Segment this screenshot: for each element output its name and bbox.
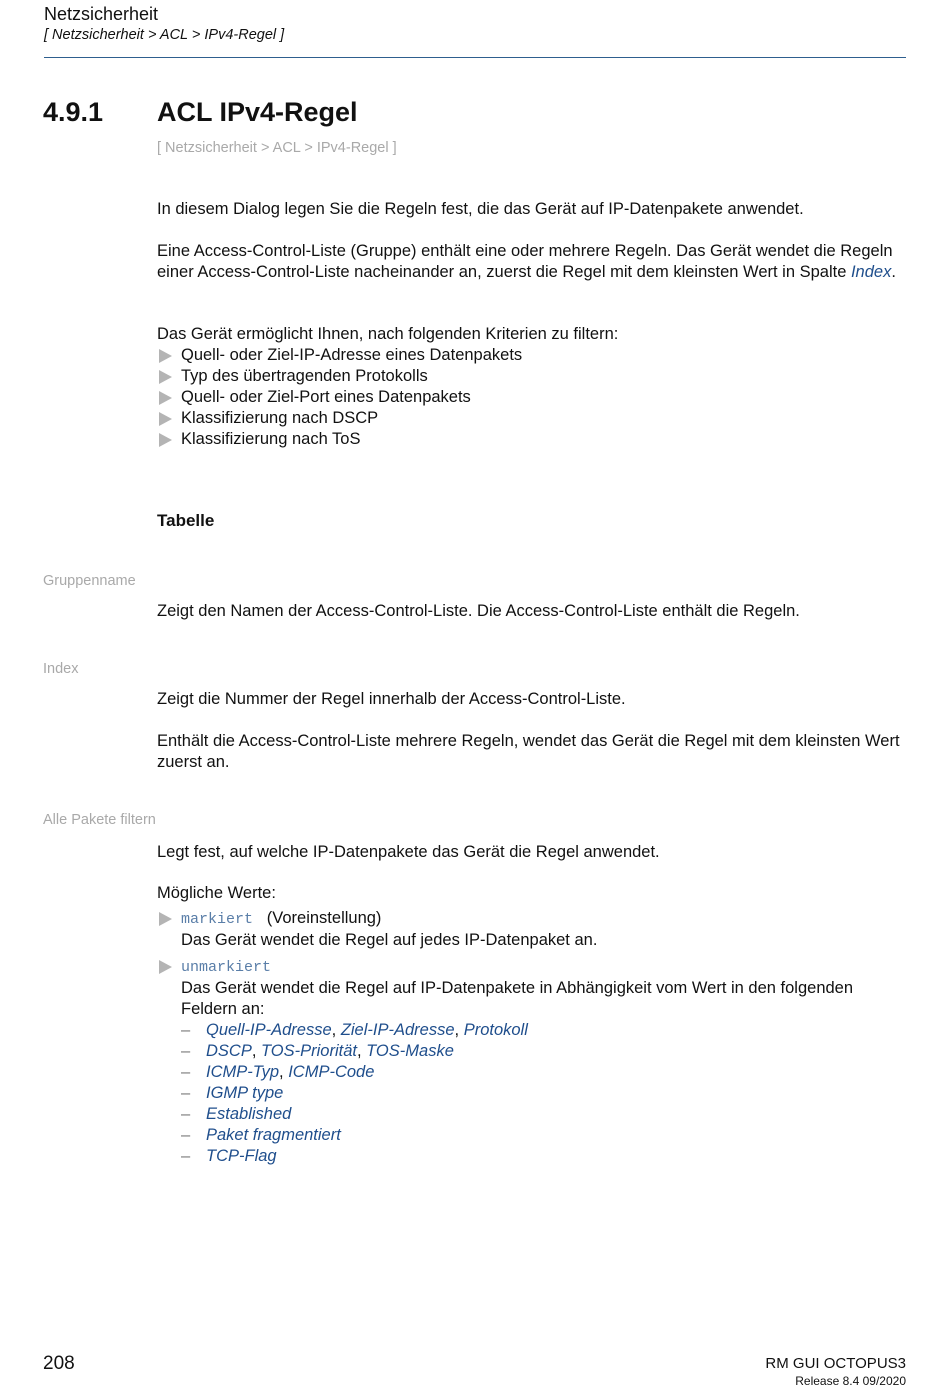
param-label-alle-pakete: Alle Pakete filtern	[43, 812, 156, 828]
criteria-item-label: Klassifizierung nach DSCP	[181, 409, 379, 427]
separator: ,	[331, 1021, 341, 1039]
page-number: 208	[43, 1353, 75, 1374]
option-desc-markiert: Das Gerät wendet die Regel auf jedes IP-Datenpaket an.	[181, 931, 598, 949]
option-markiert	[157, 908, 907, 951]
triangle-bullet-icon	[159, 412, 172, 426]
option-value-markiert: markiert	[181, 911, 254, 928]
field-link[interactable]: TOS-Maske	[366, 1042, 454, 1060]
list-item	[157, 1125, 907, 1146]
field-link[interactable]: Established	[206, 1105, 292, 1123]
criteria-item-label: Klassifizierung nach ToS	[181, 430, 361, 448]
option-default-note: (Voreinstellung)	[266, 909, 382, 927]
param-desc-alle-pakete: Legt fest, auf welche IP-Datenpakete das Gerät die Regel anwendet.	[157, 843, 660, 861]
criteria-item-label: Quell- oder Ziel-IP-Adresse eines Datenpakets	[181, 346, 523, 364]
dash-bullet: –	[181, 1126, 191, 1144]
list-item	[157, 1041, 907, 1062]
dash-bullet: –	[181, 1105, 191, 1123]
triangle-bullet-icon	[159, 391, 172, 405]
separator: ,	[454, 1021, 464, 1039]
dash-bullet: –	[181, 1084, 191, 1102]
intro-paragraph-1: In diesem Dialog legen Sie die Regeln fest, die das Gerät auf IP-Datenpakete anwendet.	[157, 200, 804, 218]
field-link[interactable]: ICMP-Code	[288, 1063, 375, 1081]
param-label-index: Index	[43, 661, 79, 677]
triangle-bullet-icon	[159, 433, 172, 447]
list-item	[157, 1020, 907, 1041]
triangle-bullet-icon	[159, 370, 172, 384]
triangle-bullet-icon	[159, 912, 172, 926]
criteria-item-label: Typ des übertragenden Protokolls	[181, 367, 428, 385]
index-link[interactable]: Index	[850, 263, 892, 281]
dash-bullet: –	[181, 1147, 191, 1165]
field-link[interactable]: IGMP type	[206, 1084, 284, 1102]
list-item	[157, 1062, 907, 1083]
dependent-field-list	[157, 1020, 907, 1167]
field-link[interactable]: Protokoll	[463, 1021, 528, 1039]
running-header-title: Netzsicherheit	[44, 4, 159, 24]
possible-values-label: Mögliche Werte:	[157, 884, 276, 902]
list-item	[157, 387, 907, 408]
option-value-unmarkiert: unmarkiert	[181, 959, 272, 976]
field-link[interactable]: TCP-Flag	[206, 1147, 277, 1165]
dash-bullet: –	[181, 1042, 191, 1060]
criteria-item-label: Quell- oder Ziel-Port eines Datenpakets	[181, 388, 471, 406]
intro-paragraph-3: Das Gerät ermöglicht Ihnen, nach folgenden Kriterien zu filtern:	[157, 325, 619, 343]
running-header-breadcrumb: [ Netzsicherheit > ACL > IPv4-Regel ]	[44, 27, 285, 43]
list-item	[157, 366, 907, 387]
field-link[interactable]: Quell-IP-Adresse	[206, 1021, 332, 1039]
table-heading: Tabelle	[157, 511, 215, 530]
triangle-bullet-icon	[159, 960, 172, 974]
list-item	[157, 345, 907, 366]
intro-paragraph-2-end: .	[891, 263, 896, 281]
section-number: 4.9.1	[43, 97, 104, 127]
param-desc-index-1: Zeigt die Nummer der Regel innerhalb der Access-Control-Liste.	[157, 690, 626, 708]
section-title: ACL IPv4-Regel	[157, 97, 358, 127]
field-link[interactable]: Paket fragmentiert	[206, 1126, 341, 1144]
list-item	[157, 429, 907, 450]
footer-release: Release 8.4 09/2020	[795, 1374, 906, 1388]
separator: ,	[279, 1063, 289, 1081]
list-item	[157, 1146, 907, 1167]
header-divider	[44, 57, 906, 58]
field-link[interactable]: ICMP-Typ	[206, 1063, 280, 1081]
field-link[interactable]: DSCP	[206, 1042, 252, 1060]
field-link[interactable]: Ziel-IP-Adresse	[340, 1021, 455, 1039]
param-desc-gruppenname: Zeigt den Namen der Access-Control-Liste. Die Access-Control-Liste enthält die Regeln.	[157, 602, 800, 620]
param-label-gruppenname: Gruppenname	[43, 573, 136, 589]
option-unmarkiert	[157, 956, 907, 1167]
separator: ,	[356, 1042, 367, 1060]
section-breadcrumb: [ Netzsicherheit > ACL > IPv4-Regel ]	[157, 140, 397, 156]
dash-bullet: –	[181, 1063, 191, 1081]
separator: ,	[251, 1042, 262, 1060]
param-desc-index-2: Enthält die Access-Control-Liste mehrere Regeln, wendet das Gerät die Regel mit dem kleinsten Wert zuerst an.	[157, 732, 900, 771]
list-item	[157, 1104, 907, 1125]
list-item	[157, 1083, 907, 1104]
intro-paragraph-2-text: Eine Access-Control-Liste (Gruppe) enthält eine oder mehrere Regeln. Das Gerät wendet die Regeln einer Access-Control-Liste nacheinander an, zuerst die Regel mit dem kleinsten Wert in Spalte	[157, 242, 893, 281]
criteria-list	[157, 345, 907, 450]
list-item	[157, 408, 907, 429]
triangle-bullet-icon	[159, 349, 172, 363]
intro-paragraph-2	[157, 241, 907, 283]
field-link[interactable]: TOS-Priorität	[261, 1042, 357, 1060]
dash-bullet: –	[181, 1021, 191, 1039]
option-desc-unmarkiert: Das Gerät wendet die Regel auf IP-Datenpakete in Abhängigkeit vom Wert in den folgenden Feldern an:	[181, 979, 854, 1018]
footer-product: RM GUI OCTOPUS3	[765, 1355, 906, 1372]
